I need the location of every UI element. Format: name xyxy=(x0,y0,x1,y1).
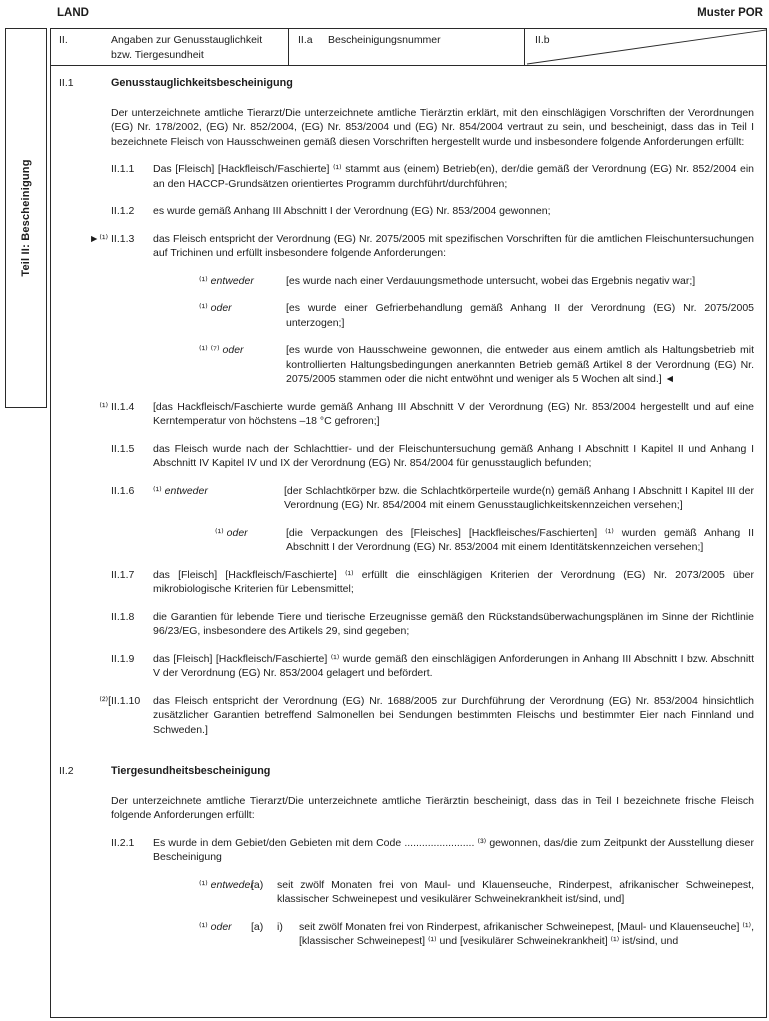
list-letter: [a) xyxy=(251,878,264,891)
section-II.2-heading xyxy=(59,764,754,779)
item-number: II.1.8 xyxy=(111,610,135,623)
option-keyword: oder xyxy=(226,526,248,539)
list-roman-numeral: i) xyxy=(277,920,283,933)
option-label xyxy=(199,343,286,387)
item-II.1.5 xyxy=(59,442,754,471)
header-section-title: Angaben zur Genusstauglichkeit bzw. Tiergesundheit xyxy=(111,34,263,61)
item-text: das Fleisch wurde nach der Schlachttier- und der Fleischuntersuchung gemäß Anhang I Abschnitt I Kapitel II und Anhang I Abschnitt IV Kapitel IV und IX der Verordnung (EG) Nr. 854/2004 für genusstauglich befunden; xyxy=(153,442,754,469)
section-title: Tiergesundheitsbescheinigung xyxy=(111,765,271,777)
option-II.2.1-oder xyxy=(59,920,754,949)
header-row xyxy=(51,29,766,66)
item-text: Es wurde in dem Gebiet/den Gebieten mit dem Code ........................ ⁽³⁾ gewonnen, das/die zum Zeitpunkt der Ausstellung dieser Bescheinigung xyxy=(153,836,754,863)
option-II.2.1-entweder xyxy=(59,878,754,907)
item-II.1.1 xyxy=(59,162,754,191)
section-II.1-intro: Der unterzeichnete amtliche Tierarzt/Die unterzeichnete amtliche Tierärztin erklärt, mit den einschlägigen Vorschriften der Verordnungen (EG) Nr. 178/2002, (EG) Nr. 852/2004, (EG) Nr. 853/2004 und (EG) Nr. 854/2004 vertraut zu sein, und bescheinigt, dass das in Teil I bezeichnete Fleisch von Hausschweinen gemäß diesen Vorschriften hergestellt wurde und insbesondere folgende Anforderungen erfüllt: xyxy=(111,106,754,148)
section-number: II.2 xyxy=(59,765,74,777)
option-II.1.3-entweder xyxy=(59,274,754,289)
item-text: das Fleisch entspricht der Verordnung (EG) Nr. 2075/2005 mit spezifischen Vorschriften für die amtlichen Fleischuntersuchungen auf Trichinen und erfüllt insbesondere folgende Anforderungen: xyxy=(153,232,754,259)
item-II.1.6 xyxy=(59,484,754,513)
item-number: ⁽¹⁾ II.1.4 xyxy=(99,400,135,413)
option-text: [die Verpackungen des [Fleisches] [Hackfleisches/Faschierten] ⁽¹⁾ wurden gemäß Anhang II Abschnitt I der Verordnung (EG) Nr. 853/2004 mit einem Identitätskennzeichen versehen;] xyxy=(286,526,754,553)
option-keyword: entweder xyxy=(210,878,254,891)
footnote-marker: ⁽²⁾[ xyxy=(99,694,111,707)
option-label xyxy=(199,301,286,330)
item-text: das Fleisch entspricht der Verordnung (EG) Nr. 1688/2005 zur Durchführung der Verordnung (EG) Nr. 853/2004 hinsichtlich zusätzlicher Garantien betreffend Salmonellen bei Sendungen bestimmten Fleischs und bestimmter Eier nach Finnland und Schweden.] xyxy=(153,694,754,736)
item-number: ⁽²⁾[ II.1.10 xyxy=(99,694,141,707)
option-II.1.6-oder xyxy=(59,526,754,555)
section-II.2-intro: Der unterzeichnete amtliche Tierarzt/Die unterzeichnete amtliche Tierärztin bescheinigt, dass das in Teil I bezeichnete frische Fleisch folgende Anforderungen erfüllt: xyxy=(111,794,754,821)
list-letter: [a) xyxy=(251,920,264,933)
footnote-marker: ⁽¹⁾ ⁽⁷⁾ xyxy=(199,344,220,356)
option-keyword: oder xyxy=(210,920,232,933)
option-keyword: oder xyxy=(210,302,232,314)
certificate-number-cell xyxy=(289,29,525,65)
item-II.1.4 xyxy=(59,400,754,429)
option-text: [es wurde einer Gefrierbehandlung gemäß Anhang II der Verordnung (EG) Nr. 2075/2005 unterzogen;] xyxy=(286,302,754,329)
option-II.1.3-oder-1 xyxy=(59,301,754,330)
header-cell-section xyxy=(51,29,289,65)
option-keyword: entweder xyxy=(164,484,208,497)
option-label xyxy=(199,878,254,907)
item-number: ►⁽¹⁾ II.1.3 xyxy=(89,232,135,245)
section-title: Genusstauglichkeitsbescheinigung xyxy=(111,77,293,89)
footnote-marker: ⁽¹⁾ xyxy=(215,526,224,539)
item-II.1.2 xyxy=(59,204,754,219)
item-number: II.1.5 xyxy=(111,442,135,455)
option-II.1.3-oder-2 xyxy=(59,343,754,387)
option-label xyxy=(199,920,251,949)
item-II.2.1 xyxy=(59,836,754,865)
item-text: das [Fleisch] [Hackfleisch/Faschierte] ⁽¹⁾ wurde gemäß den einschlägigen Anforderungen in Anhang III Abschnitt I bzw. Abschnitt V der Verordnung (EG) Nr. 853/2004 gelagert und befördert. xyxy=(153,652,754,679)
option-label xyxy=(199,274,286,289)
item-text: die Garantien für lebende Tiere und tierische Erzeugnisse gemäß den Rückstandsüberwachungsplänen im Sinne der Richtlinie 96/23/EG, insbesondere des Artikels 29, sind gegeben; xyxy=(153,610,754,637)
header-cell-iib xyxy=(525,29,766,65)
section-number: II.1 xyxy=(59,77,74,89)
certificate-number-code: II.a xyxy=(298,34,313,46)
item-number: II.1.1 xyxy=(111,163,135,175)
certificate-content xyxy=(51,66,766,949)
option-text: [es wurde nach einer Verdauungsmethode untersucht, wobei das Ergebnis negativ war;] xyxy=(286,274,696,287)
item-number: II.1.2 xyxy=(111,205,135,217)
diagonal-line xyxy=(525,29,766,65)
option-label xyxy=(215,526,286,555)
header-section-number: II. xyxy=(59,34,68,46)
footnote-marker: ⁽¹⁾ xyxy=(199,302,208,314)
page-header xyxy=(57,6,763,21)
header-iib-label: II.b xyxy=(535,34,550,46)
item-number: II.2.1 xyxy=(111,836,135,849)
model-label: Muster POR xyxy=(697,7,763,19)
item-number: II.1.9 xyxy=(111,652,135,665)
option-keyword: oder xyxy=(222,344,244,356)
part-ii-sidebar-label: Teil II: Bescheinigung xyxy=(19,159,32,277)
footnote-marker: ⁽¹⁾ xyxy=(199,274,208,287)
item-II.1.9 xyxy=(59,652,754,681)
item-text: [der Schlachtkörper bzw. die Schlachtkörperteile wurde(n) gemäß Anhang I Abschnitt I Kapitel III der Verordnung (EG) Nr. 854/2004 mit einem Genusstauglichkeitskennzeichen versehen;] xyxy=(284,484,754,511)
certificate-number-label: Bescheinigungsnummer xyxy=(328,34,441,46)
item-text: das [Fleisch] [Hackfleisch/Faschierte] ⁽¹⁾ erfüllt die einschlägigen Kriterien der Verordnung (EG) Nr. 2073/2005 über mikrobiologische Kriterien für Lebensmittel; xyxy=(153,568,754,595)
footnote-marker: ⁽¹⁾ xyxy=(153,484,162,497)
item-II.1.3 xyxy=(59,232,754,261)
item-text: es wurde gemäß Anhang III Abschnitt I der Verordnung (EG) Nr. 853/2004 gewonnen; xyxy=(153,205,551,217)
option-text: seit zwölf Monaten frei von Rinderpest, afrikanischer Schweinepest, [Maul- und Klauenseuche] ⁽¹⁾, [klassischer Schweinepest] ⁽¹⁾ und [vesikulärer Schweinekrankheit] ⁽¹⁾ ist/sind, und xyxy=(299,920,754,947)
footnote-marker: ⁽¹⁾ xyxy=(199,878,208,891)
option-text: seit zwölf Monaten frei von Maul- und Klauenseuche, Rinderpest, afrikanischer Schweinepest, klassischer Schweinepest und vesikulärer Schweinekrankheit ist/sind, und] xyxy=(277,878,754,905)
item-II.1.8 xyxy=(59,610,754,639)
footnote-marker: ⁽¹⁾ xyxy=(199,920,208,933)
item-number: II.1.7 xyxy=(111,568,135,581)
option-text: [es wurde von Hausschweine gewonnen, die entweder aus einem amtlich als Haltungsbetrieb mit kontrollierten Haltungsbedingungen anerkannten Betrieb gemäß Artikel 8 der Verordnung (EG) Nr. 2075/2005 stammen oder die nicht entwöhnt und weniger als 5 Wochen alt sind.] ◄ xyxy=(286,344,754,385)
certificate-body xyxy=(50,28,767,1018)
country-label: LAND xyxy=(57,7,89,19)
option-keyword: entweder xyxy=(210,274,254,287)
part-ii-sidebar xyxy=(5,28,47,408)
amendment-arrow-marker: ►⁽¹⁾ xyxy=(89,232,111,245)
item-II.1.10 xyxy=(59,694,754,738)
option-label xyxy=(153,484,284,513)
item-text: Das [Fleisch] [Hackfleisch/Faschierte] ⁽¹⁾ stammt aus (einem) Betrieb(en), der/die gemäß der Verordnung (EG) Nr. 852/2004 ein an den HACCP-Grundsätzen orientiertes Programm durchführt/durchführen; xyxy=(153,163,754,190)
section-II.1-heading xyxy=(59,76,754,91)
item-text: [das Hackfleisch/Faschierte wurde gemäß Anhang III Abschnitt V der Verordnung (EG) Nr. 853/2004 hergestellt und auf eine Kerntemperatur von höchstens –18 °C gefroren;] xyxy=(153,400,754,427)
item-II.1.7 xyxy=(59,568,754,597)
item-number: II.1.6 xyxy=(111,484,135,497)
footnote-marker: ⁽¹⁾ xyxy=(99,400,111,413)
